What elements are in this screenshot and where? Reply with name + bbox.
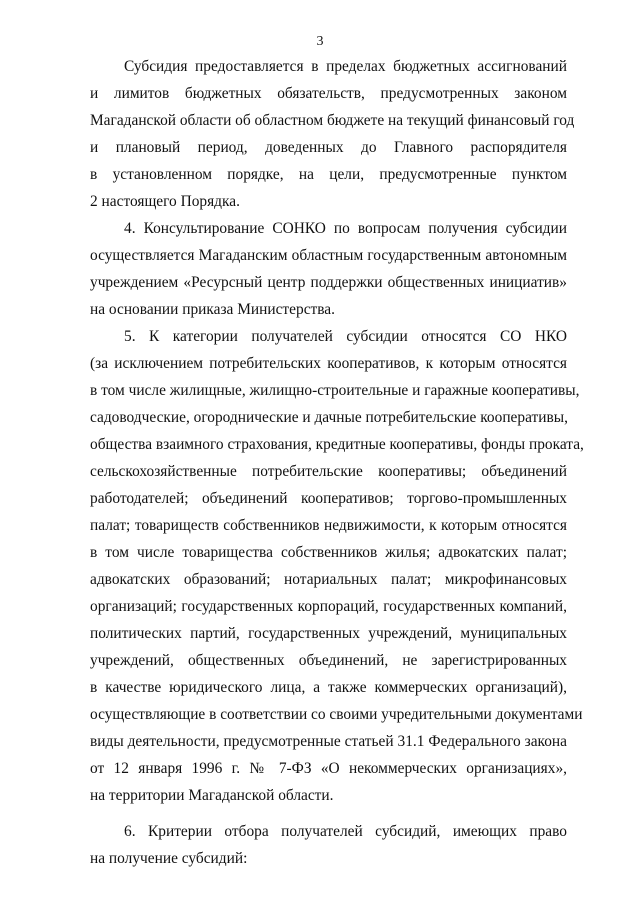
- text-line: Субсидия предоставляется в пределах бюджетных ассигнований: [124, 58, 567, 75]
- text-line: на получение субсидий:: [90, 850, 248, 867]
- text-line: осуществляется Магаданским областным государственным автономным: [90, 247, 567, 264]
- text-line: учреждений, общественных объединений, не зарегистрированных: [90, 652, 567, 669]
- text-line: Магаданской области об областном бюджете на текущий финансовый год: [90, 112, 575, 129]
- text-line: (за исключением потребительских кооперативов, к которым относятся: [90, 355, 567, 372]
- text-line: учреждением «Ресурсный центр поддержки общественных инициатив»: [90, 274, 567, 291]
- text-line: и плановый период, доведенных до Главного распорядителя: [90, 139, 567, 156]
- text-line: на территории Магаданской области.: [90, 787, 334, 804]
- text-line: сельскохозяйственные потребительские кооперативы; объединений: [90, 463, 567, 480]
- text-line: в том числе товарищества собственников жилья; адвокатских палат;: [90, 544, 567, 561]
- text-line: 5. К категории получателей субсидии относятся СО НКО: [124, 328, 567, 345]
- text-line: в том числе жилищные, жилищно-строительные и гаражные кооперативы,: [90, 382, 580, 399]
- text-line: палат; товариществ собственников недвижимости, к которым относятся: [90, 517, 567, 534]
- text-line: адвокатских образований; нотариальных палат; микрофинансовых: [90, 571, 567, 588]
- text-line: организаций; государственных корпораций, государственных компаний,: [90, 598, 567, 615]
- text-line: и лимитов бюджетных обязательств, предусмотренных законом: [90, 85, 567, 102]
- page-number: 3: [316, 34, 324, 49]
- text-line: от 12 января 1996 г. № 7-ФЗ «О некоммерческих организациях»,: [90, 760, 567, 777]
- text-line: политических партий, государственных учреждений, муниципальных: [90, 625, 567, 642]
- text-line: работодателей; объединений кооперативов; торгово-промышленных: [90, 490, 567, 507]
- text-line: в установленном порядке, на цели, предусмотренные пунктом: [90, 166, 567, 183]
- text-line: садоводческие, огороднические и дачные потребительские кооперативы,: [90, 409, 568, 426]
- text-line: осуществляющие в соответствии со своими учредительными документами: [90, 706, 583, 723]
- text-line: на основании приказа Министерства.: [90, 301, 335, 318]
- text-line: в качестве юридического лица, а также коммерческих организаций),: [90, 679, 567, 696]
- text-line: 2 настоящего Порядка.: [90, 193, 240, 210]
- text-line: общества взаимного страхования, кредитные кооперативы, фонды проката,: [90, 436, 584, 453]
- text-line: 6. Критерии отбора получателей субсидий, имеющих право: [124, 823, 567, 840]
- text-line: виды деятельности, предусмотренные статьей 31.1 Федерального закона: [90, 733, 567, 750]
- text-line: 4. Консультирование СОНКО по вопросам получения субсидии: [124, 220, 567, 237]
